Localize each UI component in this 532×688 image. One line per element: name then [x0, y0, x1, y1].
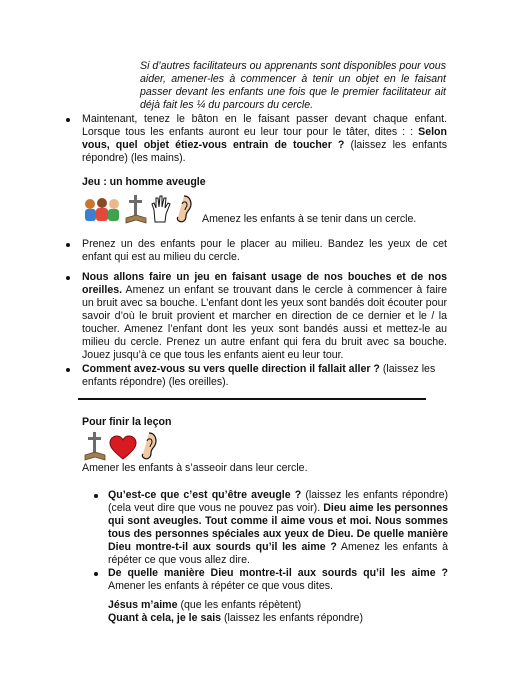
bullet5-bold-statement: Dieu aime les personnes qui sont aveugles. Tout comme il aime vous et moi. Nous sommes tous des personnes spéciales aux yeux de Dieu. De quelle manière Dieu montre-t-il aux sourds qu’il les aime ? — [108, 502, 448, 553]
bullet-dot — [66, 276, 70, 280]
game-icons — [82, 194, 202, 228]
bullet-dot — [66, 118, 70, 122]
song-line-2-bold: Quant à cela, je le sais — [108, 612, 222, 624]
heart-icon — [109, 435, 137, 461]
song-line-1-bold: Jésus m’aime — [108, 599, 178, 611]
song-line-1 — [108, 599, 301, 612]
end-heading: Pour finir la leçon — [82, 416, 172, 428]
intro-italic-paragraph: Si d’autres facilitateurs ou apprenants sont disponibles pour vous aider, amener-les à commencer à tenir un objet en le faisant passer devant les enfants une fois que le premier facilitateur ait déjà fait les ¼ du parcours du cercle. — [140, 60, 446, 111]
bullet1-text: Maintenant, tenez le bâton en le faisant passer devant chaque enfant. Lorsque tous les enfants auront eu leur tour pour le tâter, dites : : — [82, 113, 447, 138]
bullet-dot — [94, 494, 98, 498]
bullet-paragraph-6 — [108, 567, 448, 593]
song-line-1-text: (que les enfants répètent) — [177, 599, 302, 611]
bullet-dot — [66, 243, 70, 247]
bullet5-text1: (laissez les enfants répondre) (cela veut dire que vous ne pouvez pas voir). — [108, 489, 448, 514]
hand-icon — [150, 194, 172, 224]
cross-bible-icon — [84, 431, 106, 461]
bullet1-after: (laissez les enfants répondre) (les mains). — [82, 139, 447, 164]
bullet1-question: Selon vous, quel objet étiez-vous entrain de toucher ? — [82, 126, 447, 151]
bullet3-bold: Nous allons faire un jeu en faisant usage de nos bouches et de nos oreilles. — [82, 271, 447, 296]
song-line-2-text: (laissez les enfants répondre) — [221, 612, 363, 624]
bullet-dot — [66, 368, 70, 372]
bullet5-text2: Amenez les enfants à répéter ce que vous allez dire. — [108, 541, 448, 566]
section-divider — [78, 398, 426, 400]
bullet-paragraph-4 — [82, 363, 447, 389]
bullet-dot — [94, 572, 98, 576]
game-heading: Jeu : un homme aveugle — [82, 176, 206, 188]
bullet3-text: Amenez un enfant se trouvant dans le cercle à commencer à faire un bruit avec sa bouche. L’enfant dont les yeux sont bandés doit écouter pour savoir d’où le bruit provient et marcher en direction de ce dernier et le / la toucher. Amenez l’enfant dont les yeux sont bandés aussi et mettez-le au milieu du cercle. Prenez un autre enfant qui fera du bruit avec sa bouche. Jouez jusqu’à ce que tous les enfants aient eu leur tour. — [82, 284, 447, 361]
bullet-paragraph-2: Prenez un des enfants pour le placer au milieu. Bandez les yeux de cet enfant qui est au milieu du cercle. — [82, 238, 447, 263]
end-icons — [84, 431, 174, 463]
bullet-paragraph-3 — [82, 271, 447, 362]
song-line-2 — [108, 612, 363, 625]
bullet6-question: De quelle manière Dieu montre-t-il aux sourds qu’il les aime ? — [108, 567, 448, 579]
end-instruction: Amener les enfants à s’asseoir dans leur cercle. — [82, 462, 308, 474]
bullet-paragraph-5 — [108, 489, 448, 567]
bullet6-text: Amener les enfants à répéter ce que vous dites. — [108, 580, 333, 592]
children-group-icon — [82, 196, 122, 224]
bullet-paragraph-1 — [82, 113, 447, 165]
bullet4-after: (laissez les enfants répondre) (les oreilles). — [82, 363, 436, 388]
cross-bible-icon — [125, 194, 147, 224]
bullet5-question: Qu’est-ce que c’est qu’être aveugle ? — [108, 489, 302, 501]
ear-icon — [140, 431, 158, 461]
bullet4-question: Comment avez-vous su vers quelle direction il fallait aller ? — [82, 363, 380, 375]
game-instruction: Amenez les enfants à se tenir dans un cercle. — [202, 213, 417, 225]
ear-icon — [175, 194, 193, 224]
